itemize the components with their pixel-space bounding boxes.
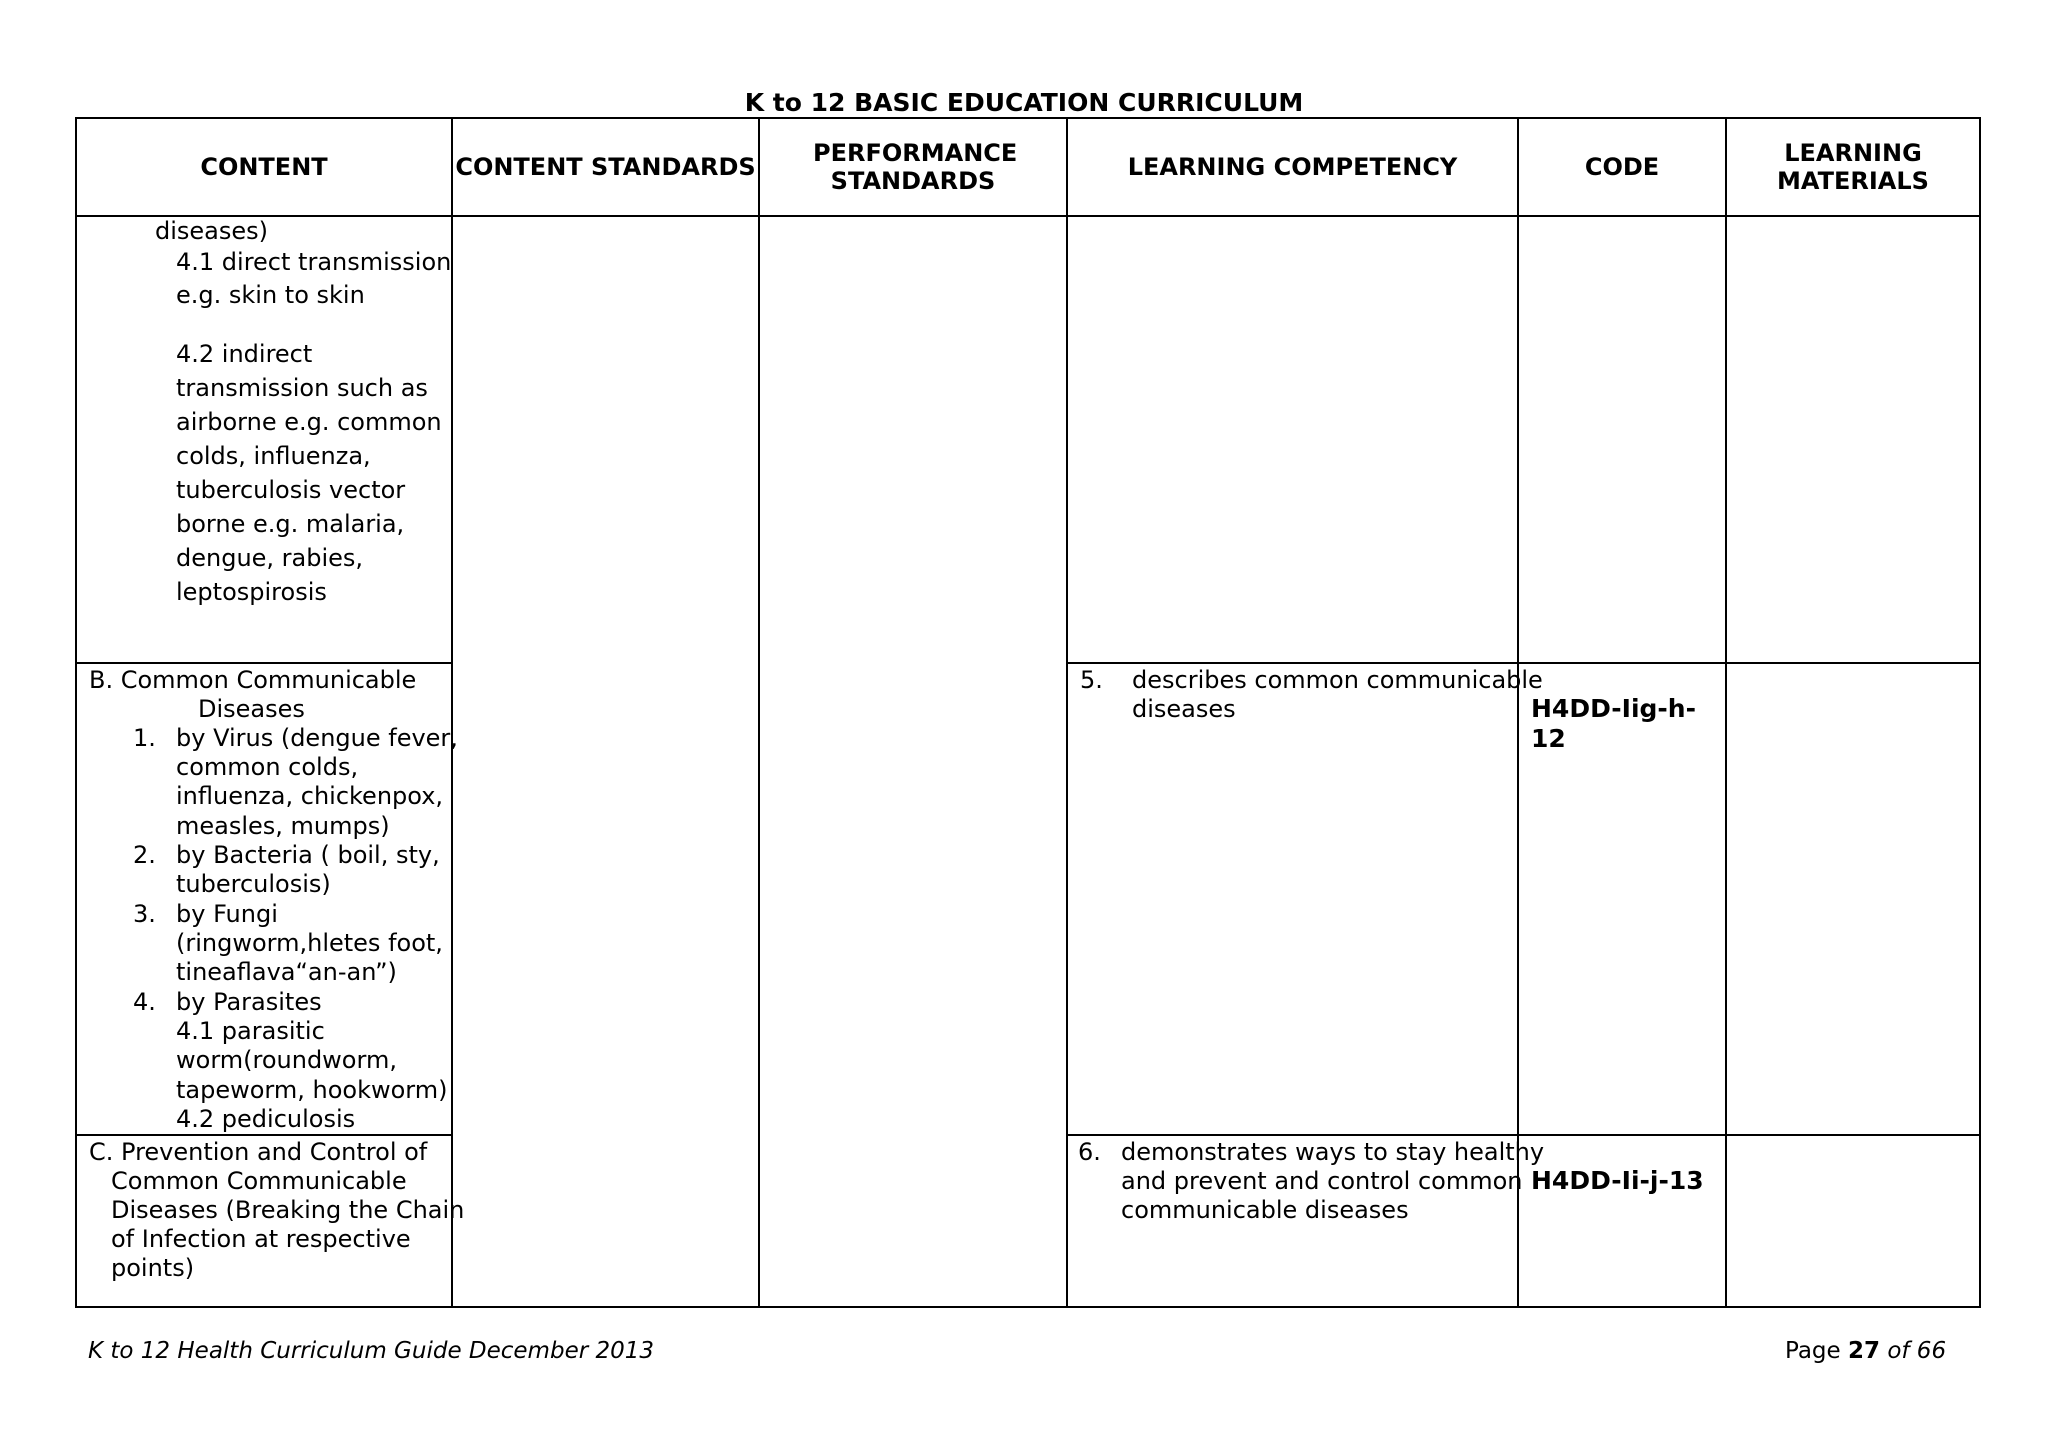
content-line: colds, influenza,: [176, 442, 371, 470]
competency-line: describes common communicable: [1132, 666, 1543, 694]
page-label: Page: [1785, 1338, 1841, 1364]
content-line: 4.2 pediculosis: [176, 1105, 356, 1133]
content-line: 4.2 indirect: [176, 340, 313, 368]
code-cell: [1518, 663, 1726, 1135]
content-line: borne e.g. malaria,: [176, 510, 405, 538]
header-code: CODE: [1518, 118, 1726, 216]
content-line: Diseases: [198, 695, 305, 723]
content-line: Common Communicable: [111, 1167, 407, 1195]
content-line: common colds,: [176, 753, 359, 781]
footer-guide-title: K to 12 Health Curriculum Guide December 2013: [88, 1338, 655, 1364]
competency-line: diseases: [1132, 695, 1236, 723]
content-line: by Virus (dengue fever,: [176, 724, 458, 752]
content-line: 4.1 direct transmission: [176, 248, 452, 276]
content-line: leptospirosis: [176, 578, 327, 606]
content-line: by Fungi: [176, 900, 278, 928]
header-performance-standards: [759, 118, 1067, 216]
competency-line: communicable diseases: [1121, 1196, 1409, 1224]
content-line: airborne e.g. common: [176, 408, 442, 436]
content-cell: [76, 1135, 465, 1307]
competency-number: 5.: [1080, 666, 1103, 694]
page-current: 27: [1848, 1338, 1881, 1364]
content-line: tuberculosis vector: [176, 476, 406, 504]
content-line: transmission such as: [176, 374, 428, 402]
list-number: 3.: [133, 900, 156, 928]
content-line: influenza, chickenpox,: [176, 782, 444, 810]
content-line: by Bacteria ( boil, sty,: [176, 841, 440, 869]
content-line: worm(roundworm,: [176, 1046, 397, 1074]
code-line: 12: [1531, 724, 1566, 753]
content-cell: [76, 663, 458, 1135]
header-materials-label: LEARNING MATERIALS: [1777, 139, 1929, 195]
competency-line: and prevent and control common: [1121, 1167, 1523, 1195]
materials-cell: [1726, 216, 1980, 663]
content-line: (ringworm,hletes foot,: [176, 929, 443, 957]
content-line: tineaflava“an-an”): [176, 958, 397, 986]
content-line: tapeworm, hookworm): [176, 1076, 448, 1104]
content-line: measles, mumps): [176, 812, 390, 840]
materials-cell: [1726, 1135, 1980, 1307]
competency-line: demonstrates ways to stay healthy: [1121, 1138, 1545, 1166]
header-learning-competency: LEARNING COMPETENCY: [1067, 118, 1518, 216]
content-line: tuberculosis): [176, 870, 331, 898]
performance-standards-cell: [759, 216, 1067, 1307]
content-line: points): [111, 1254, 195, 1282]
list-number: 4.: [133, 988, 156, 1016]
list-number: 2.: [133, 841, 156, 869]
code-cell: [1518, 216, 1726, 663]
content-line: of Infection at respective: [111, 1225, 411, 1253]
header-performance-label: PERFORMANCE STANDARDS: [813, 139, 1018, 195]
page-title: K to 12 BASIC EDUCATION CURRICULUM: [744, 88, 1304, 117]
content-line: by Parasites: [176, 988, 322, 1016]
header-row: [76, 118, 1980, 216]
content-cell: [76, 216, 452, 663]
content-line: Diseases (Breaking the Chain: [111, 1196, 465, 1224]
header-learning-materials: [1726, 118, 1980, 216]
competency-number: 6.: [1078, 1138, 1101, 1166]
code-line: H4DD-Ii-j-13: [1531, 1166, 1704, 1195]
footer-page-number: [1785, 1338, 1946, 1364]
competency-cell: [1067, 663, 1543, 1135]
header-content-standards: CONTENT STANDARDS: [452, 118, 759, 216]
page-total: of 66: [1887, 1338, 1947, 1364]
competency-cell: [1067, 1135, 1545, 1307]
materials-cell: [1726, 663, 1980, 1135]
competency-cell: [1067, 216, 1518, 663]
content-line: 4.1 parasitic: [176, 1017, 325, 1045]
content-line: dengue, rabies,: [176, 544, 364, 572]
curriculum-table: [75, 117, 1981, 1308]
content-line: C. Prevention and Control of: [89, 1138, 428, 1166]
list-number: 1.: [133, 724, 156, 752]
content-standards-cell: [452, 216, 759, 1307]
header-content: CONTENT: [76, 118, 452, 216]
content-line: diseases): [155, 217, 269, 245]
code-cell: [1518, 1135, 1726, 1307]
table-row: [76, 216, 1980, 663]
content-line: e.g. skin to skin: [176, 281, 365, 309]
code-line: H4DD-Iig-h-: [1531, 694, 1696, 723]
content-line: B. Common Communicable: [89, 666, 417, 694]
